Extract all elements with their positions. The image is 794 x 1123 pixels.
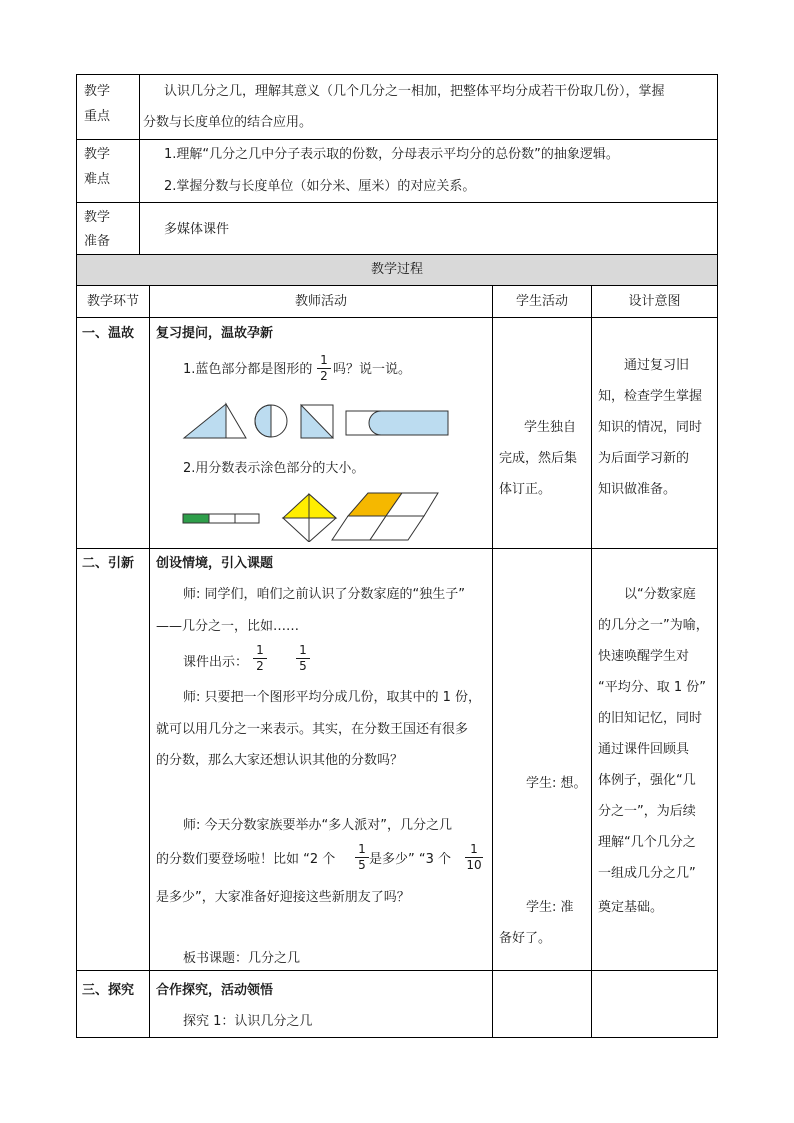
fraction: 1 5	[296, 644, 310, 673]
row-text: 多媒体课件	[164, 222, 230, 237]
row-text: 2.掌握分数与长度单位（如分米、厘米）的对应关系。	[164, 179, 476, 194]
teacher-text: 是多少”，大家准备好迎接这些新朋友了吗？	[156, 890, 410, 905]
design-intent: 通过课件回顾具	[598, 742, 690, 757]
fraction: 1 5	[355, 843, 369, 872]
teacher-text: 师: 同学们，咱们之前认识了分数家庭的“独生子”	[183, 587, 465, 602]
question-2-text: 2.用分数表示涂色部分的大小。	[183, 461, 365, 476]
stage-label: 一、温故	[82, 326, 135, 341]
diamond-shape	[283, 494, 336, 542]
design-intent: 知识做准备。	[598, 482, 677, 497]
design-intent: 知识的情况，同时	[598, 420, 703, 435]
stage-label: 二、引新	[82, 556, 135, 571]
design-intent: 通过复习旧	[624, 358, 690, 373]
fraction: 1 10	[466, 842, 482, 872]
subsection-title: 探究 1：认识几分之几	[183, 1014, 313, 1029]
row-label: 教学	[84, 147, 111, 162]
student-activity: 完成，然后集	[499, 451, 578, 466]
review-shapes-1	[180, 402, 452, 440]
design-intent: 体例子，强化“几	[598, 773, 696, 788]
header-stage: 教学环节	[86, 294, 139, 309]
parallelogram-shape	[332, 493, 438, 540]
question-1-text: 1.蓝色部分都是图形的	[183, 362, 313, 377]
row-label: 准备	[84, 234, 111, 249]
review-shapes-2	[180, 490, 442, 542]
stage-label: 三、探究	[82, 983, 135, 998]
row-text: 1.理解“几分之几中分子表示取的份数，分母表示平均分的总份数”的抽象逻辑。	[164, 147, 619, 162]
student-activity: 学生: 想。	[526, 776, 587, 791]
row-text: 分数与长度单位的结合应用。	[143, 115, 313, 130]
header-intent: 设计意图	[628, 294, 681, 309]
teacher-text: 的分数们要登场啦！比如 “2 个	[156, 852, 336, 867]
design-intent: 理解“几个几分之	[598, 835, 696, 850]
section-title: 创设情境，引入课题	[156, 556, 274, 571]
teacher-text: 的分数，那么大家还想认识其他的分数吗？	[156, 753, 404, 768]
header-teacher: 教师活动	[294, 294, 347, 309]
row-text: 认识几分之几，理解其意义（几个几分之一相加，把整体平均分成若干份取几份），掌握	[164, 84, 665, 99]
question-1-text: 吗？说一说。	[333, 362, 412, 377]
teacher-text: ——几分之一，比如……	[156, 619, 300, 634]
rectangle-shape	[346, 411, 448, 435]
row-label: 教学	[84, 84, 111, 99]
design-intent: 一组成几分之几”	[598, 866, 696, 881]
teacher-text: 是多少” “3 个	[369, 852, 452, 867]
design-intent: 的几分之一”为喻，	[598, 618, 709, 633]
row-label: 重点	[84, 109, 111, 124]
triangle-shape	[184, 404, 246, 438]
fraction: 1 2	[317, 354, 331, 383]
square-shape	[301, 405, 333, 438]
row-label: 教学	[84, 210, 111, 225]
courseware-label: 课件出示：	[183, 655, 249, 670]
fraction: 1 2	[253, 644, 267, 673]
teacher-text: 师: 只要把一个图形平均分成几份，取其中的 1 份，	[183, 690, 482, 705]
design-intent: 为后面学习新的	[598, 451, 690, 466]
section-title: 复习提问，温故孕新	[156, 326, 274, 341]
design-intent: 奠定基础。	[598, 900, 664, 915]
header-student: 学生活动	[515, 294, 568, 309]
student-activity: 体订正。	[499, 482, 552, 497]
circle-shape	[255, 405, 287, 437]
row-label: 难点	[84, 172, 111, 187]
design-intent: 的旧知记忆，同时	[598, 711, 703, 726]
section-title: 合作探究，活动领悟	[156, 983, 274, 998]
process-title: 教学过程	[370, 262, 423, 277]
student-activity: 学生: 准	[526, 900, 574, 915]
design-intent: 知，检查学生掌握	[598, 389, 703, 404]
student-activity: 备好了。	[499, 931, 552, 946]
design-intent: “平均分、取 1 份”	[598, 680, 707, 695]
teacher-text: 就可以用几分之一来表示。其实，在分数王国还有很多	[156, 722, 469, 737]
board-title: 板书课题：几分之几	[183, 951, 301, 966]
design-intent: 分之一”，为后续	[598, 804, 696, 819]
student-activity: 学生独自	[524, 420, 577, 435]
strip-shape	[183, 514, 259, 523]
teacher-text: 师: 今天分数家族要举办“多人派对”，几分之几	[183, 818, 452, 833]
design-intent: 以“分数家庭	[624, 587, 696, 602]
design-intent: 快速唤醒学生对	[598, 649, 690, 664]
